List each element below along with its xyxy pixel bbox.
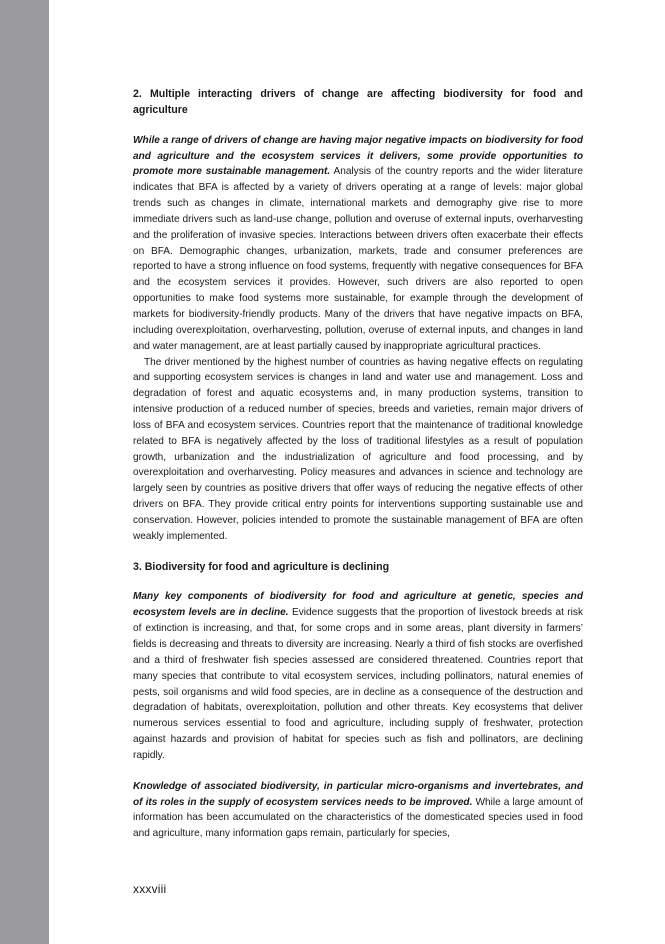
page-body — [133, 87, 583, 842]
paragraph-lead: While a range of drivers of change are having major negative impacts on biodiversity for food and agriculture and the ecosystem services it delivers, some provide opportunities to promote more sustainable management. — [133, 134, 583, 178]
paragraph-land-water-use: The driver mentioned by the highest number of countries as having negative effects on regulating and supporting ecosystem services is changes in land and water use and management. Loss and degradation of forest and aquatic ecosystems and, in many production systems, transition to intensive production of a reduced number of species, breeds and varieties, remain major drivers of loss of BFA and ecosystem services. Countries report that the maintenance of traditional knowledge related to BFA is negatively affected by the loss of traditional lifestyles as a result of population growth, urbanization and the industrialization of agriculture and food processing, and by overexploitation and overharvesting. Policy measures and advances in science and technology are largely seen by countries as positive drivers that offer ways of reducing the negative effects of other drivers on BFA. They provide critical entry points for interventions supporting sustainable use and conservation. However, policies intended to promote the sustainable management of BFA are often weakly implemented. — [133, 356, 583, 542]
paragraph-drivers-overview — [133, 133, 583, 355]
section-heading-declining: 3. Biodiversity for food and agriculture is declining — [133, 560, 390, 573]
section-heading-drivers: 2. Multiple interacting drivers of change are affecting biodiversity for food and agriculture — [133, 88, 583, 116]
paragraph-body: Analysis of the country reports and the wider literature indicates that BFA is affected by a variety of drivers operating at a range of levels: major global trends such as changes in climate, international markets and demography give rise to more immediate drivers such as land-use change, pollution and overuse of external inputs, overharvesting and the proliferation of invasive species. Interactions between drivers often exacerbate their effects on BFA. Demographic changes, urbanization, markets, trade and consumer preferences are reported to have a strong influence on food systems, frequently with negative consequences for BFA and the ecosystem services it provides. However, such drivers are also reported to open opportunities to make food systems more sustainable, for example through the development of markets for biodiversity-friendly products. Many of the drivers that have negative impacts on BFA, including overexploitation, overharvesting, pollution, overuse of external inputs, and changes in land and water management, are at least partially caused by inappropriate agricultural practices. — [133, 166, 584, 352]
page-number: xxxviii — [133, 882, 167, 896]
paragraph-body: While a large amount of information has been accumulated on the characteristics of the domesticated species used in food and agriculture, many information gaps remain, particularly for species, — [133, 796, 583, 840]
paragraph-associated-biodiversity — [133, 779, 583, 842]
paragraph-body: Evidence suggests that the proportion of livestock breeds at risk of extinction is increasing, and that, for some crops and in some areas, plant diversity in farmers’ fields is decreasing and threats to diversity are increasing. Nearly a third of fish stocks are overfished and a third of freshwater fish species assessed are considered threatened. Countries report that many species that contribute to vital ecosystem services, including pollinators, natural enemies of pests, soil organisms and wild food species, are in decline as a consequence of the destruction and degradation of habitats, overexploitation, pollution and other threats. Key ecosystems that deliver numerous services essential to food and agriculture, including supply of freshwater, protection against hazards and provision of habitat for species such as fish and pollinators, are declining rapidly. — [133, 607, 583, 761]
paragraph-lead: Many key components of biodiversity for food and agriculture at genetic, species and ecosystem levels are in decline. — [133, 591, 583, 619]
page-margin-bar — [0, 0, 49, 944]
paragraph-lead: Knowledge of associated biodiversity, in particular micro-organisms and invertebrates, and of its roles in the supply of ecosystem services needs to be improved. — [133, 780, 583, 808]
paragraph-components-decline — [133, 589, 583, 763]
